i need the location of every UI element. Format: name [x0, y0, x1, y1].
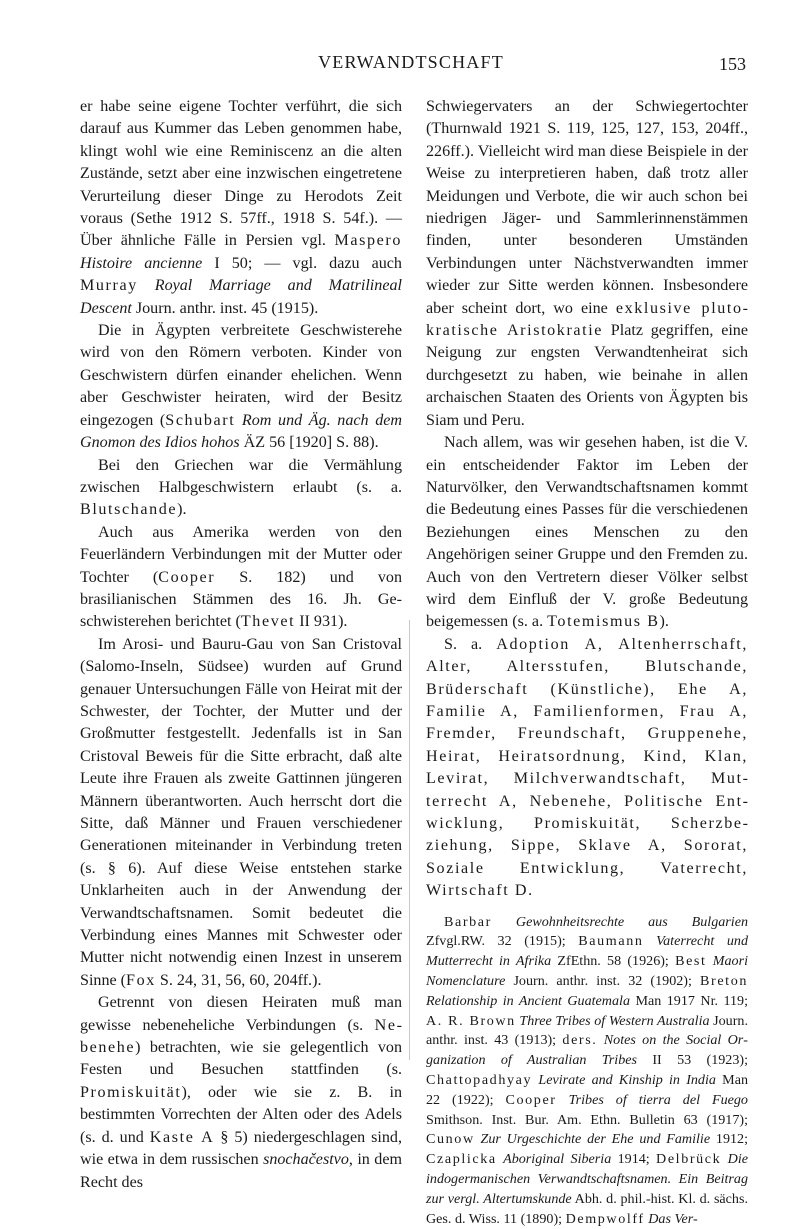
paragraph: Schwiegervaters an der Schwiegertochter (Thurnwald 1921 S. 119, 125, 127, 153, 204ff., 226ff.). Vielleicht wird man diese Beispiele in der Weise zu interpretieren haben, daß trotz aller Meidungen und Verbote, die wir auch schon bei niedrigen Jäger- und Sammlerinnenstämmen finden, unter besonderen Umständen Verbindungen unter Nächstverwandten immer wieder zur Sitte werden können. Insbesondere aber scheint dort, wo eine exklusive plutokratische Aristokratie Platz gegriffen, eine Neigung zur engsten Verwandtenheirat sich durchgesetzt zu haben, wie beinahe in allen archaischen Staaten des Orients von Ägypten bis Siam und Peru.: [426, 98, 748, 429]
paragraph: Bei den Griechen war die Vermählung zwischen Halbgeschwistern erlaubt (s. a. Blutschande).: [80, 456, 402, 519]
paragraph: Getrennt von diesen Heiraten muß man gewisse nebeneheliche Verbindungen (s. Nebenehe) betrachten, wie sie gelegentlich von Festen und Besuchen stattfinden (s. Promiskuität), oder wie sie z. B. in bestimmten Vorrechten der Alten oder des Adels (s. d. und Kaste A § 5) niedergeschlagen sind, wie etwa in dem russischen snochačestvo, in dem Recht des: [80, 994, 402, 1191]
paragraph: Nach allem, was wir gesehen haben, ist die V. ein entscheidender Faktor im Leben der Naturvölker, den Verwandtschaftsnamen kommt die Bedeutung eines Passes für die verschiedenen Beziehungen eines Menschen zu den Angehörigen seiner Gruppe und den Fremden zu. Auch von den Vertretern dieser Völker selbst wird dem Einfluß der V. große Bedeutung beigemessen (s. a. Totemismus B).: [426, 434, 748, 631]
paragraph: Auch aus Amerika werden von den Feuerländern Verbindungen mit der Mutter oder Tochter (Cooper S. 182) und von brasilianischen Stämmen des 16. Jh. Geschwisterehen berichtet (Thevet II 931).: [80, 523, 402, 631]
left-column: [80, 96, 402, 1194]
paragraph: er habe seine eigene Tochter verführt, die sich darauf aus Kummer das Leben genommen habe, klingt wohl wie eine Reminiscenz an die alten Zustände, setzt aber eine inzwischen eingetretene Verurteilung dieser Dinge zu Herodots Zeit voraus (Sethe 1912 S. 57ff., 1918 S. 54f.). — Über ähnliche Fälle in Persien vgl. Maspero Histoire ancienne I 50; — vgl. dazu auch Murray Royal Marriage and Matrilineal Descent Journ. anthr. inst. 45 (1915).: [80, 98, 402, 317]
running-head: VERWANDTSCHAFT: [318, 52, 504, 72]
page-header: [76, 52, 746, 82]
paragraph: Im Arosi- und Bauru-Gau von San Cristoval (Salomo-Inseln, Südsee) wurden auf Grund genauer Untersuchungen Fälle von Heirat mit der Schwester, der Tochter, der Mutter und der Großmutter festgestellt. Jedenfalls ist in San Cristoval Beweis für die Sitte erbracht, daß alte Leute ihre Frauen als zweite Gattinnen jüngeren Männern überantworten. Auch herrscht dort die Sitte, daß Männer und Frauen verschiedener Generationen miteinander in Verbindung treten (s. § 6). Auf diese Weise entstehen starke Unklarheiten auch in der Anwendung der Verwandtschaftsnamen. Somit bedeutet die Verbindung eines Mannes mit Schwester oder Mutter nicht notwendig einen Inzest in unserem Sinne (Fox S. 24, 31, 56, 60, 204ff.).: [80, 635, 402, 989]
paragraph: Die in Ägypten verbreitete Geschwisterehe wird von den Römern verboten. Kinder von Geschwistern dürfen einander ehelichen. Wenn aber Geschwister heiraten, wird der Besitz eingezogen (Schubart Rom und Äg. nach dem Gnomon des Idios hohos ÄZ 56 [1920] S. 88).: [80, 322, 403, 452]
bibliography: Barbar Gewohnheitsrechte aus Bulgarien Zfvgl.RW. 32 (1915); Baumann Vaterrecht und Mutterrecht in Afrika ZfEthn. 58 (1926); Best Maori Nomenclature Journ. anthr. inst. 32 (1902); Breton Relationship in Ancient Guatemala Man 1917 Nr. 119; A. R. Brown Three Tribes of Western Australia Journ. anthr. inst. 43 (1913); ders. Notes on the Social Organization of Australian Tribes II 53 (1923); Chattopadhyay Levirate and Kinship in India Man 22 (1922); Cooper Tribes of tierra del Fuego Smithson. Inst. Bur. Am. Ethn. Bulletin 63 (1917); Cunow Zur Urgeschichte der Ehe und Familie 1912; Czaplicka Aboriginal Siberia 1914; Delbrück Die indogermanischen Verwandtschaftsnamen. Ein Beitrag zur vergl. Altertumskunde Abh. d. phil.-hist. Kl. d. sächs. Ges. d. Wiss. 11 (1890); Dempwolff Das Ver-: [426, 913, 749, 1227]
page-number: 153: [719, 54, 746, 74]
see-also-list: S. a. Adoption A, Altenherrschaft, Alter, Altersstufen, Blutschande, Brüderschaft (Künstliche), Ehe A, Familie A, Familienformen, Frau A, Fremder, Freundschaft, Gruppenehe, Heirat, Heiratsordnung, Kind, Klan, Levirat, Milchverwandtschaft, Mutterrecht A, Nebenehe, Politische Entwicklung, Promiskuität, Scherzbeziehung, Sippe, Sklave A, Sororat, Soziale Entwicklung, Vaterrecht, Wirtschaft D.: [426, 635, 748, 900]
column-rule: [409, 620, 410, 1060]
right-column: [426, 96, 748, 1229]
